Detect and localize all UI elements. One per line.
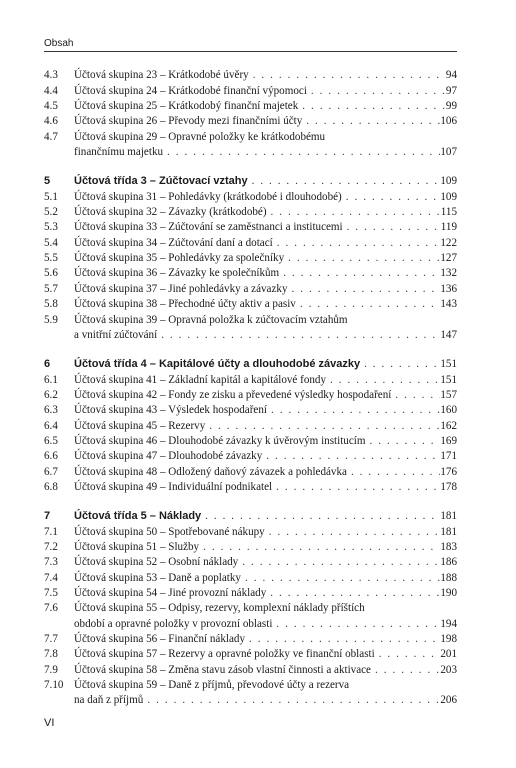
- toc-entry[interactable]: [44, 203, 457, 218]
- dot-leader: [163, 146, 440, 158]
- entry-content: [74, 221, 457, 233]
- entry-content: [74, 541, 457, 553]
- dot-leader: [279, 267, 440, 279]
- entry-title: Účtová skupina 31 – Pohledávky (krátkodobé i dlouhodobé): [74, 190, 342, 203]
- dot-leader: [272, 481, 440, 493]
- entry-title: Účtová skupina 33 – Zúčtování se zaměstnanci a institucemi: [74, 221, 343, 234]
- toc-entry[interactable]: [44, 295, 457, 310]
- toc-entry[interactable]: [44, 599, 457, 614]
- toc-chapter-entry[interactable]: [44, 507, 457, 522]
- dot-leader: [342, 191, 441, 203]
- dot-leader: [347, 466, 440, 478]
- entry-number: 5.6: [44, 267, 58, 280]
- entry-page-number: 132: [440, 267, 457, 280]
- table-of-contents: [44, 66, 457, 706]
- page-number: VI: [44, 717, 55, 729]
- entry-title: Účtová skupina 56 – Finanční náklady: [74, 633, 245, 646]
- dot-leader: [343, 221, 441, 233]
- entry-page-number: 119: [440, 221, 457, 234]
- entry-content: [74, 267, 457, 279]
- toc-entry[interactable]: [44, 645, 457, 660]
- entry-content: [74, 587, 457, 599]
- dot-leader: [241, 572, 440, 584]
- entry-content: [74, 175, 457, 187]
- entry-number: 6: [44, 358, 51, 371]
- entry-number: 6.1: [44, 373, 58, 386]
- entry-page-number: 188: [440, 571, 457, 584]
- dot-leader: [302, 115, 440, 127]
- toc-entry[interactable]: [44, 264, 457, 279]
- dot-leader: [265, 526, 441, 538]
- toc-entry[interactable]: [44, 660, 457, 675]
- entry-content: [74, 298, 457, 310]
- entry-number: 5.9: [44, 313, 58, 326]
- entry-title: Účtová skupina 48 – Odložený daňový závazek a pohledávka: [74, 465, 347, 478]
- entry-content: [74, 358, 457, 370]
- entry-content: [74, 283, 457, 295]
- entry-page-number: 181: [440, 510, 457, 523]
- entry-page-number: 176: [440, 465, 457, 478]
- entry-content: [74, 329, 457, 341]
- dot-leader: [143, 694, 440, 706]
- entry-number: 5: [44, 175, 51, 188]
- entry-content: [74, 450, 457, 462]
- dot-leader: [157, 329, 440, 341]
- entry-title: Účtová skupina 34 – Zúčtování daní a dotací: [74, 236, 273, 249]
- toc-entry[interactable]: [44, 401, 457, 416]
- entry-title: Účtová skupina 29 – Opravné položky ke krátkodobému: [74, 130, 326, 143]
- entry-title: Účtová skupina 41 – Základní kapitál a kapitálové fondy: [74, 373, 327, 386]
- dot-leader: [199, 541, 440, 553]
- entry-number: 7.6: [44, 602, 58, 615]
- entry-page-number: 151: [440, 358, 457, 371]
- entry-page-number: 151: [440, 373, 457, 386]
- entry-title: Účtová skupina 32 – Závazky (krátkodobé): [74, 206, 267, 219]
- entry-number: 7.7: [44, 633, 58, 646]
- toc-chapter-entry[interactable]: [44, 355, 457, 370]
- entry-content: [74, 572, 457, 584]
- entry-title: Účtová skupina 24 – Krátkodobé finanční výpomoci: [74, 84, 307, 97]
- entry-page-number: 122: [440, 236, 457, 249]
- entry-page-number: 186: [440, 556, 457, 569]
- entry-content: [74, 115, 457, 127]
- entry-content: [74, 146, 457, 158]
- entry-content: [74, 420, 457, 432]
- entry-content: [74, 314, 457, 326]
- toc-entry[interactable]: [44, 249, 457, 264]
- entry-content: [74, 526, 457, 538]
- entry-page-number: 198: [440, 633, 457, 646]
- entry-page-number: 127: [440, 252, 457, 265]
- dot-leader: [288, 283, 441, 295]
- entry-content: [74, 510, 457, 522]
- dot-leader: [284, 252, 440, 264]
- entry-title: Účtová skupina 46 – Dlouhodobé závazky k úvěrovým institucím: [74, 434, 366, 447]
- entry-content: [74, 435, 457, 447]
- toc-entry[interactable]: [44, 81, 457, 96]
- entry-page-number: 171: [440, 450, 457, 463]
- toc-entry[interactable]: [44, 112, 457, 127]
- entry-page-number: 203: [440, 663, 457, 676]
- entry-content: [74, 694, 457, 706]
- entry-title: Účtová skupina 49 – Individuální podnikatel: [74, 480, 273, 493]
- dot-leader: [205, 420, 440, 432]
- entry-content: [74, 374, 457, 386]
- entry-content: [74, 648, 457, 660]
- toc-entry[interactable]: [44, 432, 457, 447]
- entry-title-continuation: na daň z příjmů: [74, 694, 144, 707]
- dot-leader: [365, 435, 440, 447]
- toc-entry[interactable]: [44, 187, 457, 202]
- toc-entry[interactable]: [44, 630, 457, 645]
- entry-number: 5.8: [44, 298, 58, 311]
- entry-content: [74, 466, 457, 478]
- dot-leader: [296, 298, 441, 310]
- toc-entry[interactable]: [44, 279, 457, 294]
- entry-page-number: 157: [440, 388, 457, 401]
- dot-leader: [267, 404, 440, 416]
- entry-title: Účtová skupina 57 – Rezervy a opravné položky ve finanční oblasti: [74, 648, 375, 661]
- entry-title: Účtová skupina 42 – Fondy ze zisku a převedené výsledky hospodaření: [74, 388, 392, 401]
- entry-number: 5.3: [44, 221, 58, 234]
- entry-number: 5.4: [44, 236, 58, 249]
- entry-number: 4.4: [44, 84, 58, 97]
- entry-number: 5.5: [44, 252, 58, 265]
- entry-title: Účtová skupina 53 – Daně a poplatky: [74, 571, 241, 584]
- entry-page-number: 194: [440, 617, 457, 630]
- dot-leader: [201, 510, 440, 522]
- entry-content: [74, 85, 457, 97]
- entry-title: Účtová skupina 23 – Krátkodobé úvěry: [74, 69, 249, 82]
- entry-number: 7.5: [44, 587, 58, 599]
- entry-page-number: 178: [440, 480, 457, 493]
- entry-number: 7.2: [44, 540, 58, 553]
- entry-title-continuation: období a opravné položky v provozní oblasti: [74, 617, 273, 630]
- entry-page-number: 106: [440, 115, 457, 128]
- toc-entry[interactable]: [44, 676, 457, 691]
- dot-leader: [326, 374, 440, 386]
- toc-entry[interactable]: [44, 522, 457, 537]
- toc-entry[interactable]: [44, 568, 457, 583]
- entry-number: 6.3: [44, 404, 58, 417]
- entry-number: 7.3: [44, 556, 58, 569]
- toc-entry[interactable]: [44, 97, 457, 112]
- entry-number: 6.4: [44, 419, 58, 432]
- entry-number: 6.2: [44, 388, 58, 401]
- entry-title: Účtová skupina 47 – Dlouhodobé závazky: [74, 450, 263, 463]
- toc-entry[interactable]: [44, 447, 457, 462]
- entry-number: 7.4: [44, 571, 58, 584]
- toc-entry-continuation: [44, 326, 457, 341]
- group-spacer: [44, 493, 457, 507]
- entry-number: 4.5: [44, 100, 58, 113]
- entry-content: [74, 679, 457, 691]
- entry-page-number: 136: [440, 282, 457, 295]
- entry-number: 7.8: [44, 648, 58, 661]
- toc-entry-continuation: [44, 614, 457, 629]
- toc-entry[interactable]: [44, 416, 457, 431]
- toc-entry-continuation: [44, 691, 457, 706]
- entry-number: 6.6: [44, 450, 58, 463]
- entry-title: Účtová skupina 52 – Osobní náklady: [74, 556, 239, 569]
- entry-number: 4.7: [44, 130, 58, 143]
- entry-page-number: 109: [440, 190, 457, 203]
- entry-title: Účtová skupina 25 – Krátkodobý finanční majetek: [74, 100, 299, 113]
- entry-title: Účtová třída 4 – Kapitálové účty a dlouhodobé závazky: [74, 358, 361, 371]
- entry-title: Účtová skupina 50 – Spotřebované nákupy: [74, 525, 265, 538]
- dot-leader: [273, 237, 441, 249]
- entry-content: [74, 556, 457, 568]
- entry-page-number: 183: [440, 540, 457, 553]
- entry-content: [74, 389, 457, 401]
- entry-title: Účtová skupina 51 – Služby: [74, 540, 200, 553]
- entry-content: [74, 237, 457, 249]
- toc-entry[interactable]: [44, 386, 457, 401]
- toc-entry[interactable]: [44, 553, 457, 568]
- entry-number: 7.9: [44, 663, 58, 676]
- dot-leader: [238, 556, 440, 568]
- entry-content: [74, 664, 457, 676]
- dot-leader: [262, 450, 440, 462]
- entry-title: Účtová skupina 59 – Daně z příjmů, převodové účty a rezerva: [74, 679, 350, 692]
- entry-content: [74, 633, 457, 645]
- dot-leader: [272, 618, 440, 630]
- dot-leader: [307, 85, 446, 97]
- toc-entry-continuation: [44, 143, 457, 158]
- entry-title: Účtová skupina 45 – Rezervy: [74, 419, 206, 432]
- entry-page-number: 206: [440, 694, 457, 707]
- entry-title: Účtová skupina 38 – Přechodné účty aktiv a pasiv: [74, 298, 296, 311]
- entry-content: [74, 481, 457, 493]
- entry-page-number: 115: [440, 206, 457, 219]
- running-header: Obsah: [44, 38, 74, 49]
- entry-page-number: 109: [440, 175, 457, 188]
- entry-title: Účtová skupina 36 – Závazky ke společníkům: [74, 267, 280, 280]
- entry-content: [74, 131, 457, 143]
- entry-content: [74, 100, 457, 112]
- entry-title: Účtová skupina 58 – Změna stavu zásob vlastní činnosti a aktivace: [74, 663, 371, 676]
- toc-entry[interactable]: [44, 538, 457, 553]
- toc-entry[interactable]: [44, 370, 457, 385]
- group-spacer: [44, 158, 457, 172]
- entry-page-number: 94: [445, 69, 457, 82]
- toc-chapter-entry[interactable]: [44, 172, 457, 187]
- entry-number: 7.1: [44, 525, 58, 538]
- entry-title-continuation: finančnímu majetku: [74, 146, 164, 159]
- entry-content: [74, 404, 457, 416]
- toc-entry[interactable]: [44, 66, 457, 81]
- entry-title-continuation: a vnitřní zúčtování: [74, 328, 158, 341]
- dot-leader: [371, 664, 440, 676]
- entry-content: [74, 252, 457, 264]
- entry-number: 5.2: [44, 206, 58, 219]
- entry-page-number: 147: [440, 328, 457, 341]
- toc-entry[interactable]: [44, 478, 457, 493]
- toc-entry[interactable]: [44, 127, 457, 142]
- entry-title: Účtová skupina 35 – Pohledávky za společníky: [74, 252, 285, 265]
- entry-title: Účtová třída 5 – Náklady: [74, 510, 202, 523]
- dot-leader: [245, 633, 440, 645]
- entry-number: 5.7: [44, 282, 58, 295]
- entry-number: 6.7: [44, 465, 58, 478]
- entry-page-number: 169: [440, 434, 457, 447]
- header-rule: [44, 51, 457, 52]
- entry-number: 7: [44, 510, 51, 523]
- entry-title: Účtová skupina 39 – Opravná položka k zúčtovacím vztahům: [74, 313, 348, 326]
- entry-number: 6.5: [44, 434, 58, 447]
- entry-content: [74, 191, 457, 203]
- dot-leader: [266, 587, 440, 599]
- entry-title: Účtová skupina 54 – Jiné provozní náklady: [74, 587, 267, 599]
- toc-entry[interactable]: [44, 462, 457, 477]
- dot-leader: [375, 648, 441, 660]
- dot-leader: [360, 358, 440, 370]
- entry-page-number: 143: [440, 298, 457, 311]
- entry-number: 7.10: [44, 679, 64, 692]
- entry-number: 4.3: [44, 69, 58, 82]
- dot-leader: [391, 389, 440, 401]
- entry-page-number: 99: [445, 100, 457, 113]
- entry-number: 4.6: [44, 115, 58, 128]
- entry-page-number: 97: [445, 84, 457, 97]
- entry-page-number: 160: [440, 404, 457, 417]
- entry-page-number: 107: [440, 146, 457, 159]
- entry-page-number: 190: [440, 587, 457, 599]
- toc-entry[interactable]: [44, 310, 457, 325]
- dot-leader: [298, 100, 446, 112]
- entry-content: [74, 206, 457, 218]
- entry-content: [74, 69, 457, 81]
- entry-page-number: 162: [440, 419, 457, 432]
- entry-page-number: 181: [440, 525, 457, 538]
- entry-content: [74, 618, 457, 630]
- toc-entry[interactable]: [44, 233, 457, 248]
- group-spacer: [44, 341, 457, 355]
- entry-number: 5.1: [44, 190, 58, 203]
- toc-entry[interactable]: [44, 584, 457, 599]
- entry-number: 6.8: [44, 480, 58, 493]
- entry-title: Účtová skupina 26 – Převody mezi finančními účty: [74, 115, 303, 128]
- toc-entry[interactable]: [44, 218, 457, 233]
- entry-title: Účtová třída 3 – Zúčtovací vztahy: [74, 175, 248, 188]
- entry-title: Účtová skupina 43 – Výsledek hospodaření: [74, 404, 267, 417]
- entry-content: [74, 602, 457, 614]
- dot-leader: [267, 206, 441, 218]
- entry-title: Účtová skupina 55 – Odpisy, rezervy, komplexní náklady příštích: [74, 602, 365, 615]
- entry-title: Účtová skupina 37 – Jiné pohledávky a závazky: [74, 282, 288, 295]
- dot-leader: [249, 69, 446, 81]
- entry-page-number: 201: [440, 648, 457, 661]
- dot-leader: [248, 175, 441, 187]
